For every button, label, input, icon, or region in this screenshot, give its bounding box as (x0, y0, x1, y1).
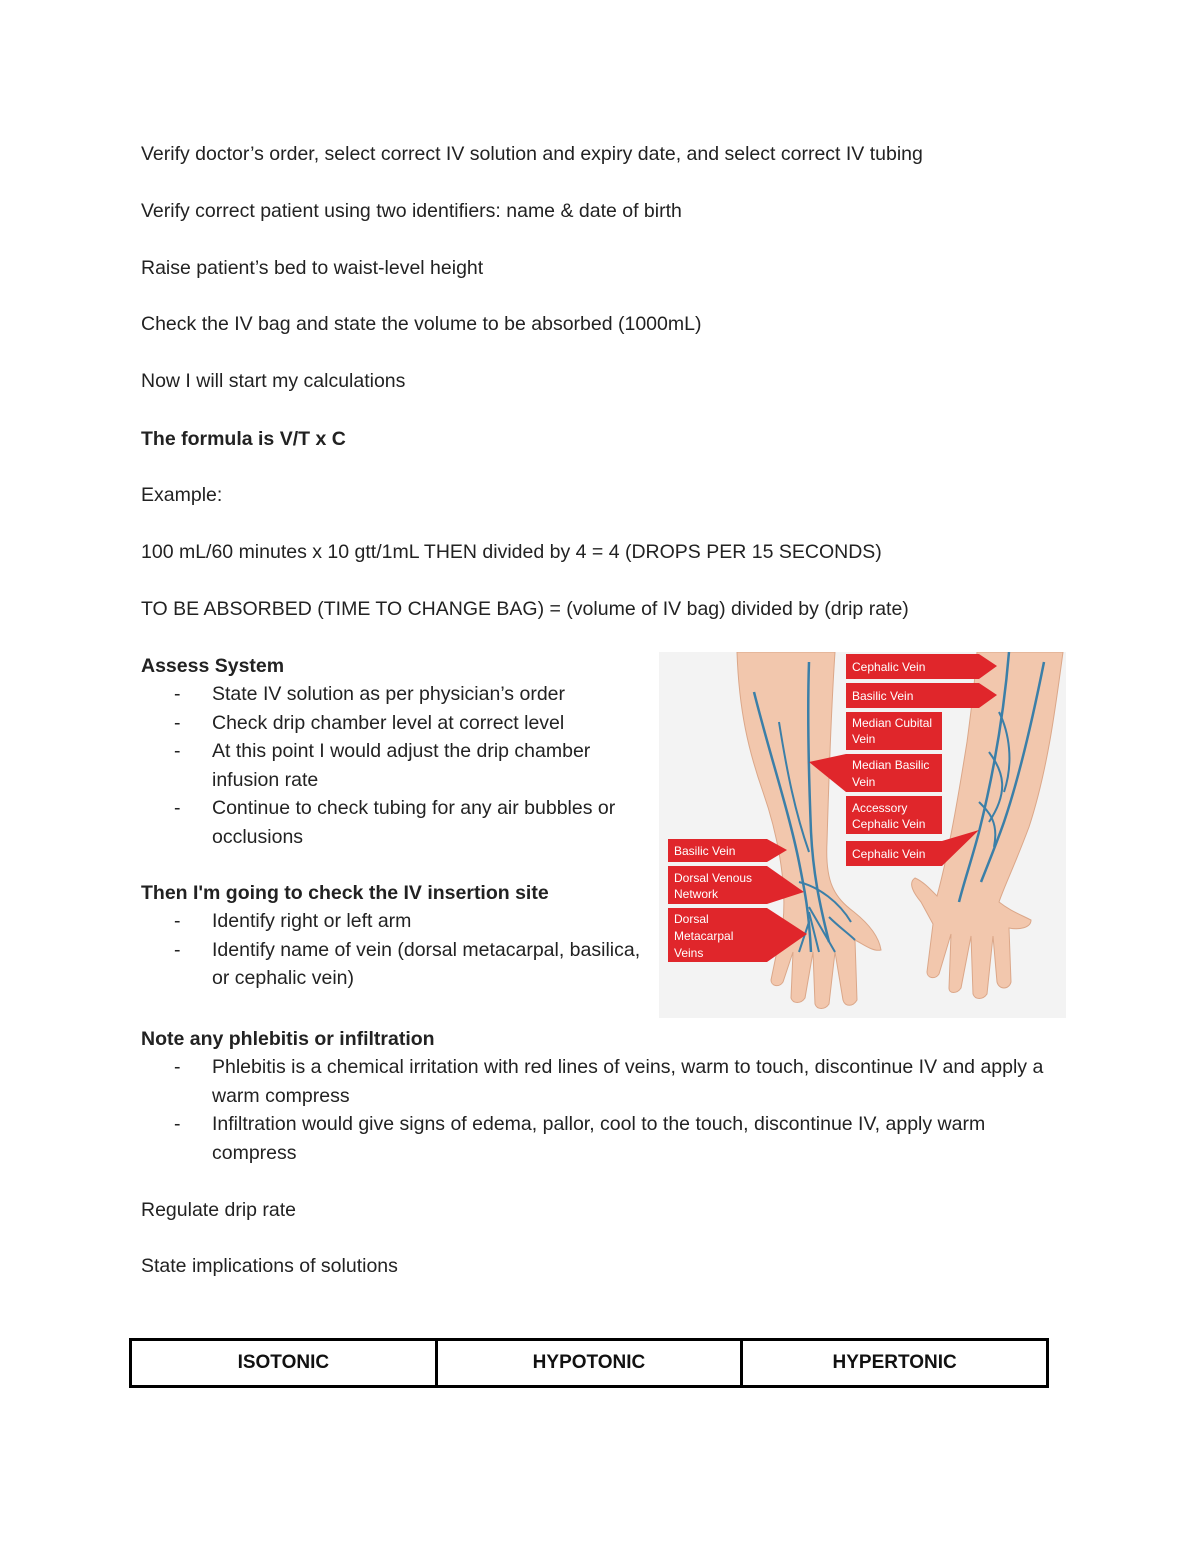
svg-text:Accessory: Accessory (852, 801, 908, 815)
svg-text:Median Basilic: Median Basilic (852, 758, 930, 772)
svg-text:Vein: Vein (852, 775, 876, 789)
step-verify-patient: Verify correct patient using two identifiers: name & date of birth (141, 200, 682, 222)
table-header-hypertonic: HYPERTONIC (742, 1340, 1048, 1387)
list-item: - Identify name of vein (dorsal metacarpal, basilica, or cephalic vein) (141, 936, 641, 993)
list-item: - Check drip chamber level at correct level (141, 709, 641, 738)
list-item: - Identify right or left arm (141, 907, 641, 936)
list-item: - At this point I would adjust the drip chamber infusion rate (141, 737, 641, 794)
insertion-site-list (141, 907, 641, 993)
example-label: Example: (141, 484, 223, 506)
assess-system-section (141, 652, 641, 851)
label-cephalic-vein-top (846, 654, 997, 679)
svg-text:Veins: Veins (674, 946, 704, 960)
svg-text:Metacarpal: Metacarpal (674, 929, 734, 943)
assess-system-list (141, 680, 641, 851)
step-start-calculations: Now I will start my calculations (141, 370, 406, 392)
label-basilic-vein-left (668, 839, 787, 862)
implications-of-solutions: State implications of solutions (141, 1255, 398, 1277)
svg-text:Dorsal Venous: Dorsal Venous (674, 871, 753, 885)
list-item: - Continue to check tubing for any air bubbles or occlusions (141, 794, 641, 851)
svg-text:Cephalic Vein: Cephalic Vein (852, 817, 926, 831)
assess-system-heading: Assess System (141, 655, 285, 677)
table-header-isotonic: ISOTONIC (131, 1340, 437, 1387)
step-check-bag: Check the IV bag and state the volume to be absorbed (1000mL) (141, 313, 702, 335)
list-item: - Phlebitis is a chemical irritation with red lines of veins, warm to touch, discontinue IV and apply a warm compress (141, 1053, 1071, 1110)
phlebitis-heading: Note any phlebitis or infiltration (141, 1028, 435, 1050)
insertion-site-section (141, 879, 641, 993)
svg-text:Basilic Vein: Basilic Vein (674, 844, 736, 858)
svg-text:Median Cubital: Median Cubital (852, 716, 933, 730)
svg-text:Vein: Vein (852, 732, 876, 746)
insertion-site-heading: Then I'm going to check the IV insertion site (141, 882, 549, 904)
svg-text:Network: Network (674, 887, 719, 901)
to-be-absorbed: TO BE ABSORBED (TIME TO CHANGE BAG) = (volume of IV bag) divided by (drip rate) (141, 598, 909, 620)
phlebitis-list (141, 1053, 1071, 1167)
regulate-drip-rate: Regulate drip rate (141, 1199, 297, 1221)
svg-text:Basilic Vein: Basilic Vein (852, 689, 914, 703)
solutions-table (129, 1338, 1049, 1388)
label-basilic-vein-right (846, 683, 997, 708)
example-calculation: 100 mL/60 minutes x 10 gtt/1mL THEN divided by 4 = 4 (DROPS PER 15 SECONDS) (141, 541, 882, 563)
table-header-hypotonic: HYPOTONIC (436, 1340, 742, 1387)
svg-text:Cephalic Vein: Cephalic Vein (852, 660, 926, 674)
phlebitis-section (141, 1025, 1071, 1167)
label-accessory-cephalic-vein (846, 796, 942, 834)
table-row (131, 1340, 1048, 1387)
list-item: - State IV solution as per physician’s order (141, 680, 641, 709)
step-verify-order: Verify doctor’s order, select correct IV solution and expiry date, and select correct IV tubing (141, 143, 923, 165)
list-item: - Infiltration would give signs of edema, pallor, cool to the touch, discontinue IV, apply warm compress (141, 1110, 1071, 1167)
step-raise-bed: Raise patient’s bed to waist-level height (141, 257, 484, 279)
label-median-cubital-vein (846, 712, 942, 750)
svg-text:Cephalic Vein: Cephalic Vein (852, 847, 926, 861)
svg-text:Dorsal: Dorsal (674, 912, 709, 926)
arm-veins-illustration (659, 652, 1066, 1018)
formula-heading: The formula is V/T x C (141, 428, 346, 450)
